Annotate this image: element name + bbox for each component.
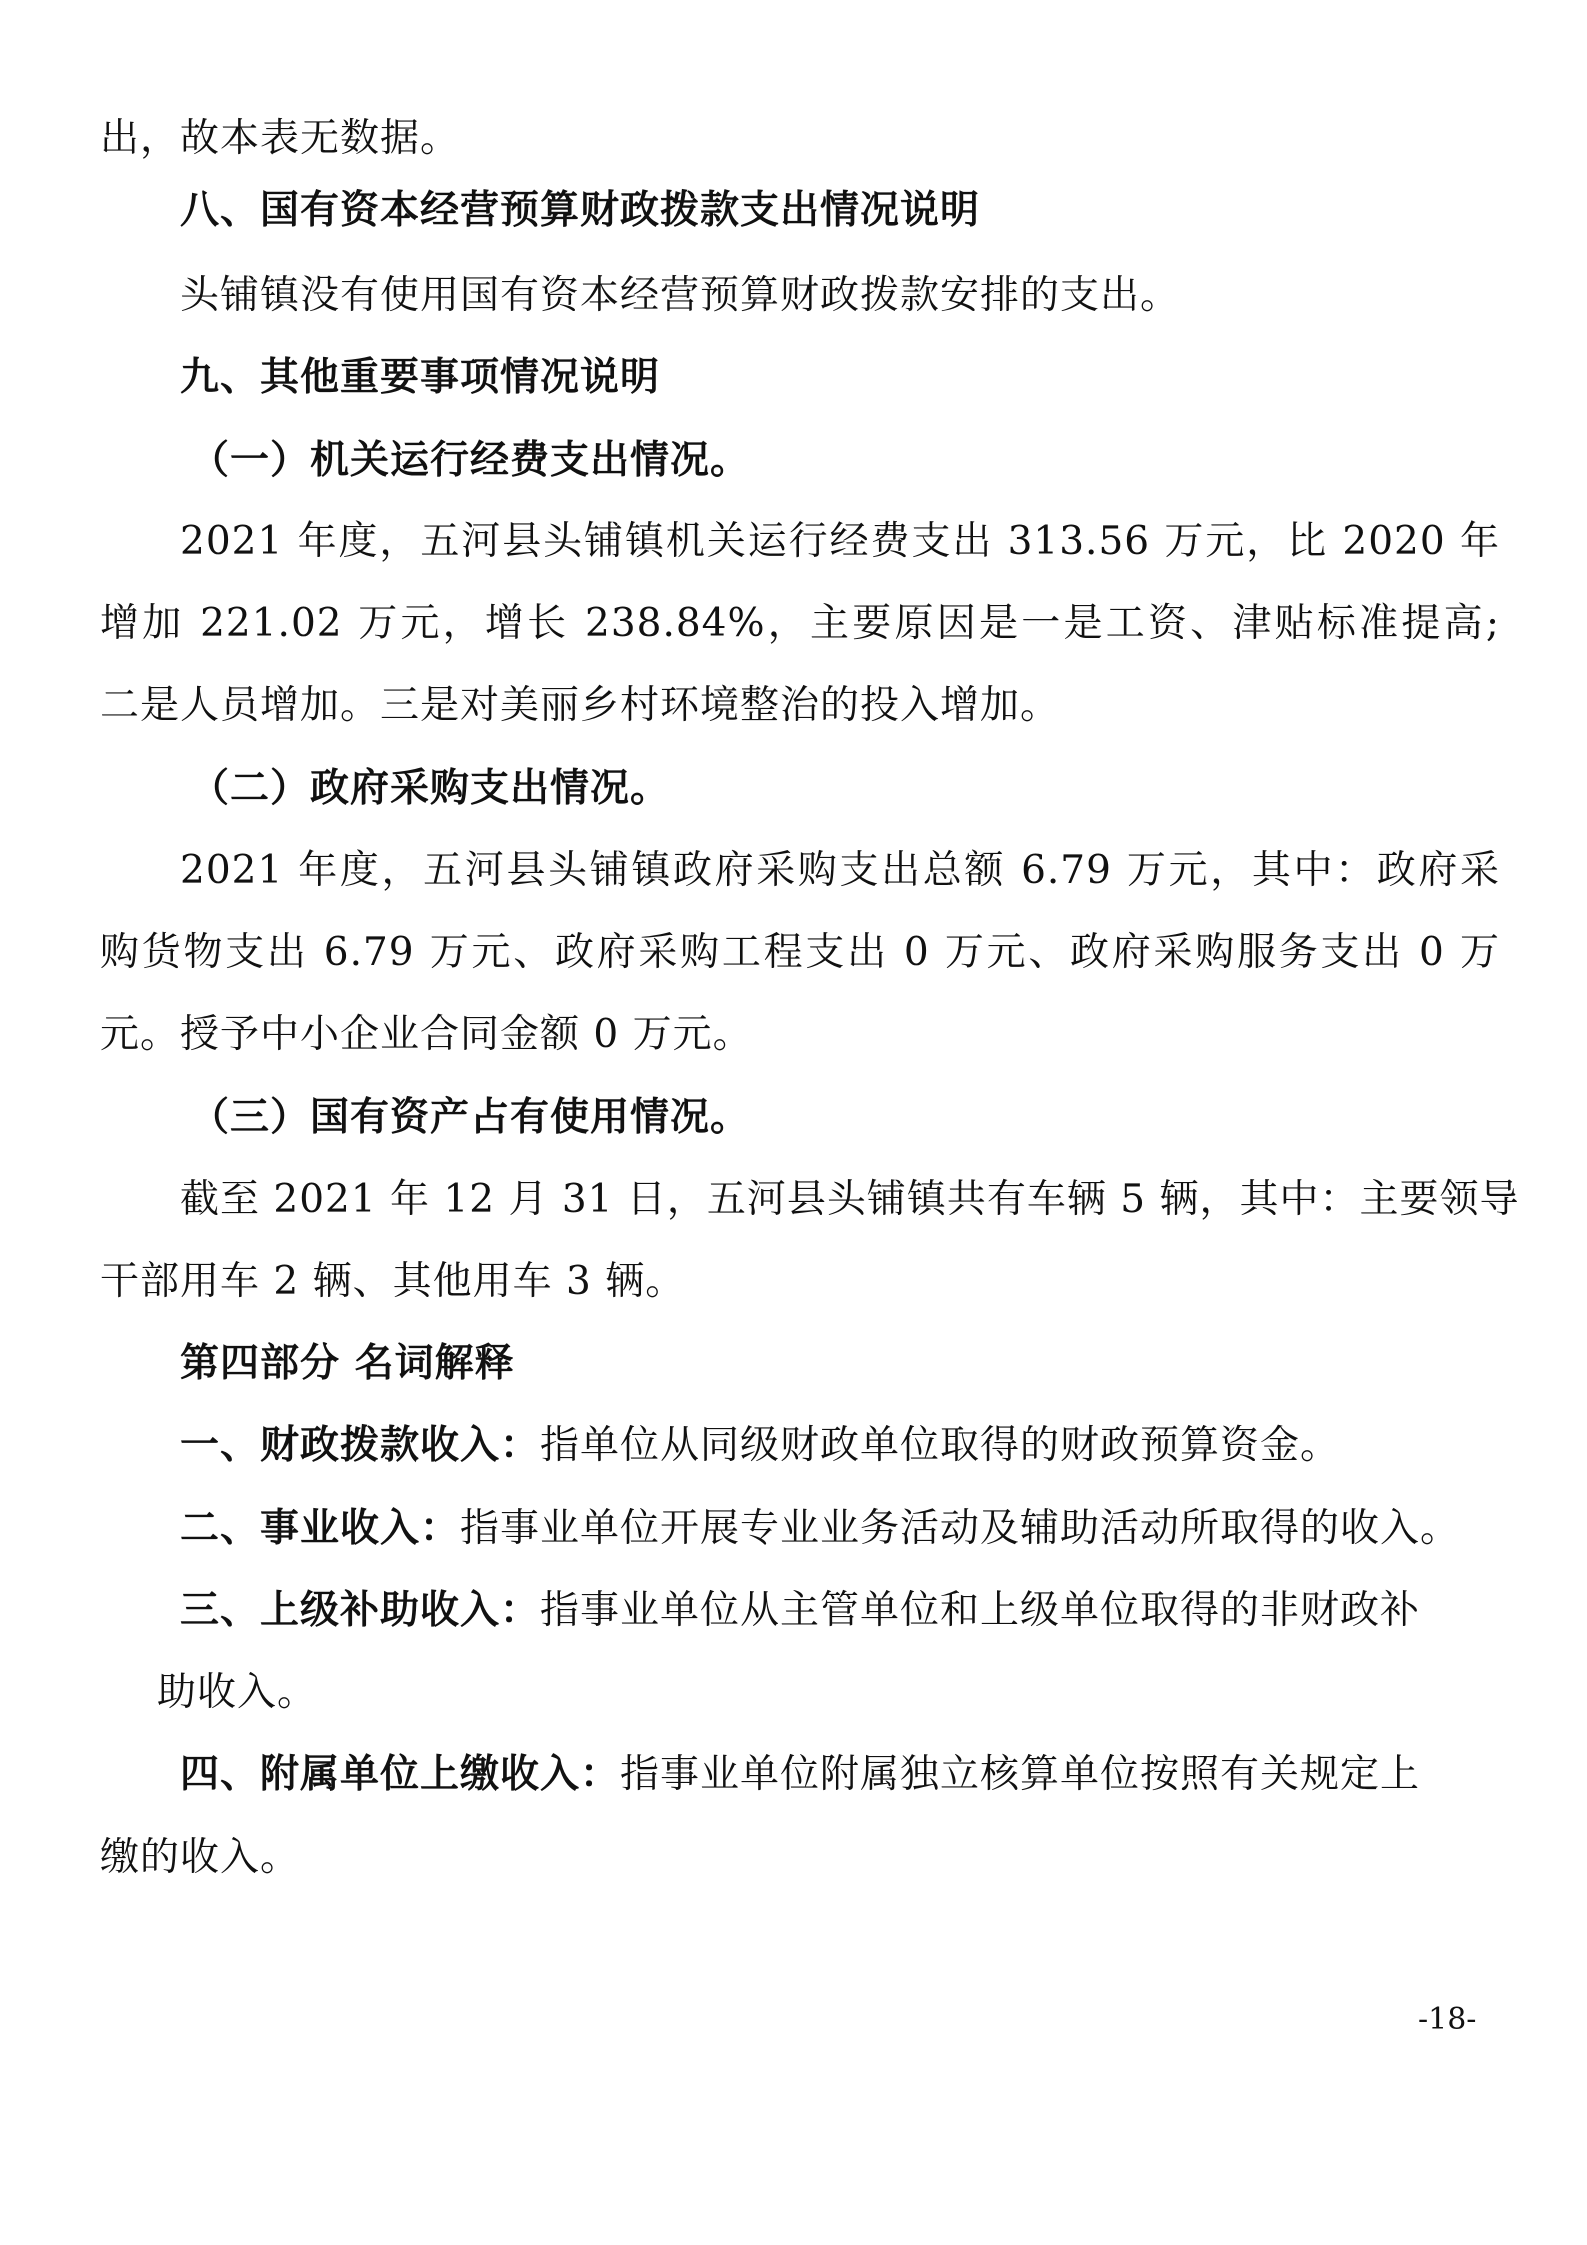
section-heading: 八、国有资本经营预算财政拨款支出情况说明 (180, 188, 981, 233)
subsection-heading: （二）政府采购支出情况。 (190, 766, 671, 811)
text-line: 出，故本表无数据。 (100, 116, 461, 161)
text-line: 购货物支出 6.79 万元、政府采购工程支出 0 万元、政府采购服务支出 0 万 (100, 930, 1500, 975)
subsection-heading: （三）国有资产占有使用情况。 (190, 1095, 751, 1140)
part-heading: 第四部分 名词解释 (180, 1341, 515, 1386)
text-line: 二是人员增加。三是对美丽乡村环境整治的投入增加。 (100, 683, 1061, 728)
definition-item (180, 1585, 1580, 1637)
text-line: 增加 221.02 万元，增长 238.84%，主要原因是一是工资、津贴标准提高; (100, 601, 1500, 646)
text-line: 头铺镇没有使用国有资本经营预算财政拨款安排的支出。 (180, 273, 1181, 318)
page-number: -18- (1418, 2002, 1477, 2037)
text-line: 助收入。 (157, 1670, 318, 1715)
definition-text: 指事业单位附属独立核算单位按照有关规定上 (620, 1752, 1421, 1797)
text-line: 元。授予中小企业合同金额 0 万元。 (100, 1012, 753, 1057)
text-line: 干部用车 2 辆、其他用车 3 辆。 (100, 1259, 686, 1304)
definition-term: 一、财政拨款收入： (180, 1423, 541, 1468)
definition-item (180, 1420, 1580, 1472)
text-line: 缴的收入。 (100, 1835, 301, 1880)
definition-term: 四、附属单位上缴收入： (180, 1752, 621, 1797)
definition-text: 指单位从同级财政单位取得的财政预算资金。 (540, 1423, 1341, 1468)
text-line: 2021 年度，五河县头铺镇政府采购支出总额 6.79 万元，其中：政府采 (180, 848, 1500, 893)
definition-item (180, 1503, 1580, 1555)
subsection-heading: （一）机关运行经费支出情况。 (190, 438, 751, 483)
section-heading: 九、其他重要事项情况说明 (180, 355, 661, 400)
definition-term: 二、事业收入： (180, 1506, 461, 1551)
text-line: 截至 2021 年 12 月 31 日，五河县头铺镇共有车辆 5 辆，其中：主要领导 (180, 1177, 1520, 1222)
definition-text: 指事业单位从主管单位和上级单位取得的非财政补 (540, 1588, 1421, 1633)
definition-item (180, 1749, 1580, 1801)
text-line: 2021 年度，五河县头铺镇机关运行经费支出 313.56 万元，比 2020 年 (180, 519, 1500, 564)
definition-term: 三、上级补助收入： (180, 1588, 541, 1633)
definition-text: 指事业单位开展专业业务活动及辅助活动所取得的收入。 (460, 1506, 1461, 1551)
